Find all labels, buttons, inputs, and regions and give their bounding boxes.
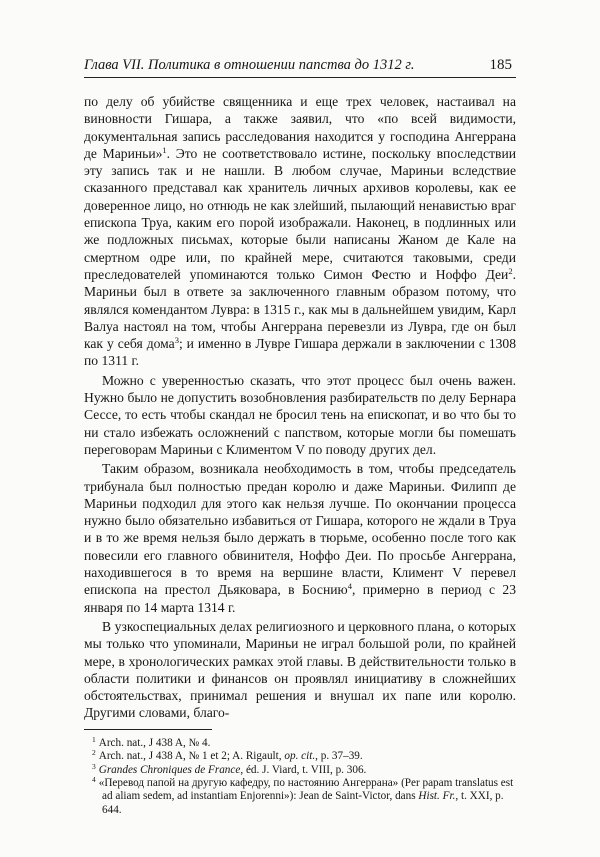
footnote-number: 1 [92, 734, 96, 744]
paragraph [84, 93, 516, 370]
text-run: Таким образом, возникала необходимость в том, чтобы председатель трибунала был полностью предан королю и даже Мариньи. Филипп де Мариньи подходил для этого как нельзя лучше. По окончании процесса нужно было обязательно избавиться от Гишара, которого не ждали в Труа и в то же время нельзя было держать в тюрьме, особенно после того как повесили его главного обвинителя, Ноффо Деи. По просьбе Ангеррана, находившегося в то время на вершине власти, Климент V перевел епископа на престол Дьяковара, в Боснию [84, 461, 516, 598]
text-run: , примерно в период с 23 января по 14 марта 1314 г. [84, 582, 516, 615]
footnote [84, 750, 516, 763]
text-run: . Мариньи был в ответе за заключенного главным образом потому, что являлся комендантом Лувра: в 1315 г., как мы в дальнейшем увидим, Карл Валуа настоял на том, чтобы Ангеррана перевезли из Лувра, где он был как у себя дома [84, 266, 516, 352]
footnote-ref: 2 [508, 265, 513, 276]
running-header [84, 56, 516, 78]
footnote [84, 774, 516, 817]
paragraph [84, 618, 516, 722]
text-run: «Перевод папой на другую кафедру, по настоянию Ангеррана» (Per papam translatus est ad aliam sedem, ad instantiam Enjorenni»): Jean de Saint-Victor, dans [98, 776, 514, 803]
text-run: , t. XXI, p. 644. [102, 790, 504, 816]
main-text [84, 93, 516, 722]
footnote-number: 3 [92, 761, 96, 771]
text-run: , p. 37–39. [315, 750, 363, 763]
footnote [84, 761, 516, 777]
footnote-ref: 4 [347, 581, 352, 592]
paragraph [84, 372, 516, 458]
text-run: , éd. J. Viard, t. VIII, p. 306. [240, 763, 367, 776]
footnote-ref: 3 [174, 335, 179, 346]
footnote-separator [84, 729, 212, 730]
italic-text: Grandes Chroniques de France [98, 763, 241, 776]
italic-text: Hist. Fr. [418, 790, 456, 803]
footnotes [84, 734, 516, 817]
footnote-ref: 1 [162, 144, 167, 155]
footnote-number: 4 [92, 774, 96, 784]
book-page [84, 56, 516, 817]
text-run: Arch. nat., J 438 A, № 4. [98, 736, 211, 749]
paragraph [84, 460, 516, 616]
text-run: ; и именно в Лувре Гишара держали в заключении с 1308 по 1311 г. [84, 336, 517, 369]
page-number: 185 [489, 57, 512, 73]
text-run: . Это не соответствовало истине, поскольку впоследствии эту запись так и не нашли. В любом случае, Мариньи вследствие сказанного представал как хранитель личных архивов королевы, как ее доверенное лицо, но отнюдь не как злейший, пылающий ненавистью враг епископа Труа, каким его порой изображали. Наконец, в подлинных или же подложных письмах, которые были написаны Жаном де Кале на смертном одре или, по крайней мере, считаются таковыми, среди преследователей упоминаются только Симон Фестю и Ноффо Деи [84, 145, 516, 282]
text-run: Arch. nat., J 438 A, № 1 et 2; A. Rigault, [98, 750, 285, 763]
text-run: Можно с уверенностью сказать, что этот процесс был очень важен. Нужно было не допустить возобновления разбирательств по делу Бернара Сессе, то есть чтобы скандал не бросил тень на епископат, и во что бы то ни стало избежать осложнений с папством, которые могли бы помешать переговорам Мариньи с Климентом V по поводу других дел. [84, 372, 516, 457]
running-title: Глава VII. Политика в отношении папства до 1312 г. [84, 57, 415, 73]
footnote-number: 2 [92, 748, 96, 758]
italic-text: op. cit. [284, 750, 316, 763]
footnote [84, 734, 516, 750]
text-run: по делу об убийстве священника и еще трех человек, настаивал на виновности Гишара, а также заявил, что «по всей видимости, документальная запись расследования находится у господина Ангеррана де Мариньи» [84, 94, 516, 161]
text-run: В узкоспециальных делах религиозного и церковного плана, о которых мы только что упоминали, Мариньи не играл большой роли, по крайней мере, в хронологических рамках этой главы. В действительности только в области политики и финансов он проявлял инициативу в сложнейших обстоятельствах, принимал решения и внушал их папе или королю. Другими словами, благо- [84, 618, 516, 721]
